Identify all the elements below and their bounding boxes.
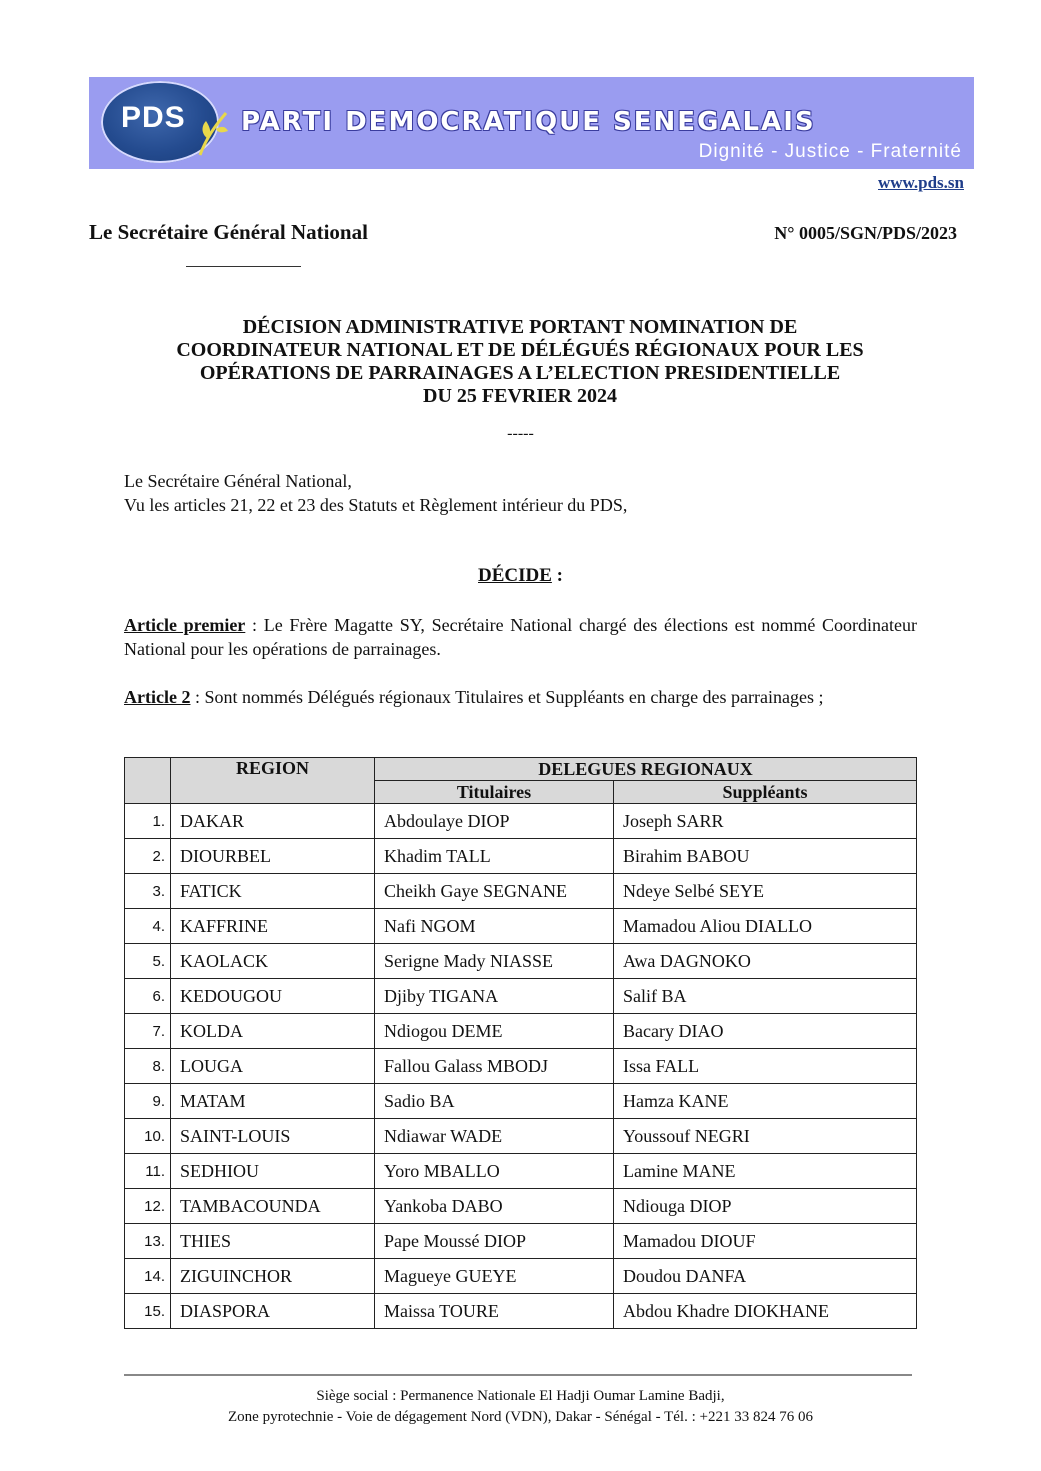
table-row xyxy=(125,979,917,1014)
titulaire-cell: Magueye GUEYE xyxy=(375,1259,614,1294)
logo-text: PDS xyxy=(121,101,186,134)
region-cell: MATAM xyxy=(171,1084,375,1119)
titulaire-cell: Yankoba DABO xyxy=(375,1189,614,1224)
suppleant-cell: Issa FALL xyxy=(614,1049,917,1084)
region-cell: KEDOUGOU xyxy=(171,979,375,1014)
decide-word: DÉCIDE xyxy=(478,565,552,586)
preamble xyxy=(124,469,627,517)
article-label: Article 2 xyxy=(124,687,191,707)
preamble-line: Le Secrétaire Général National, xyxy=(124,471,352,491)
region-cell: DIOURBEL xyxy=(171,839,375,874)
region-cell: LOUGA xyxy=(171,1049,375,1084)
decide-colon: : xyxy=(551,565,563,586)
table-row xyxy=(125,1259,917,1294)
region-cell: DIASPORA xyxy=(171,1294,375,1329)
region-header: REGION xyxy=(171,758,375,804)
footer xyxy=(0,1386,1041,1428)
row-number: 9. xyxy=(125,1084,171,1119)
suppleant-cell: Mamadou Aliou DIALLO xyxy=(614,909,917,944)
row-number: 11. xyxy=(125,1154,171,1189)
region-cell: KAFFRINE xyxy=(171,909,375,944)
titulaire-cell: Nafi NGOM xyxy=(375,909,614,944)
row-number: 15. xyxy=(125,1294,171,1329)
table-row xyxy=(125,874,917,909)
region-cell: TAMBACOUNDA xyxy=(171,1189,375,1224)
region-cell: KOLDA xyxy=(171,1014,375,1049)
titulaire-cell: Djiby TIGANA xyxy=(375,979,614,1014)
index-header xyxy=(125,758,171,804)
table-row xyxy=(125,1119,917,1154)
suppleant-cell: Awa DAGNOKO xyxy=(614,944,917,979)
row-number: 14. xyxy=(125,1259,171,1294)
footer-line: Siège social : Permanence Nationale El Hadji Oumar Lamine Badji, xyxy=(316,1388,725,1404)
row-number: 4. xyxy=(125,909,171,944)
suppleant-cell: Youssouf NEGRI xyxy=(614,1119,917,1154)
delegates-header: DELEGUES REGIONAUX xyxy=(375,758,917,781)
row-number: 6. xyxy=(125,979,171,1014)
table-row xyxy=(125,1154,917,1189)
article-text: : Sont nommés Délégués régionaux Titulaires et Suppléants en charge des parrainages ; xyxy=(190,687,824,707)
title-separator: ----- xyxy=(507,425,534,442)
party-name: PARTI DEMOCRATIQUE SENEGALAIS xyxy=(241,107,816,137)
region-cell: FATICK xyxy=(171,874,375,909)
footer-line: Zone pyrotechnie - Voie de dégagement Nord (VDN), Dakar - Sénégal - Tél. : +221 33 824 76 06 xyxy=(228,1409,813,1425)
table-row xyxy=(125,1049,917,1084)
region-cell: SAINT-LOUIS xyxy=(171,1119,375,1154)
suppleant-cell: Ndiouga DIOP xyxy=(614,1189,917,1224)
titulaire-cell: Abdoulaye DIOP xyxy=(375,804,614,839)
preamble-line: Vu les articles 21, 22 et 23 des Statuts et Règlement intérieur du PDS, xyxy=(124,495,628,515)
row-number: 13. xyxy=(125,1224,171,1259)
region-cell: ZIGUINCHOR xyxy=(171,1259,375,1294)
titulaires-header: Titulaires xyxy=(375,781,614,804)
titulaire-cell: Pape Moussé DIOP xyxy=(375,1224,614,1259)
article-2 xyxy=(124,685,917,709)
suppleant-cell: Abdou Khadre DIOKHANE xyxy=(614,1294,917,1329)
row-number: 5. xyxy=(125,944,171,979)
suppleant-cell: Ndeye Selbé SEYE xyxy=(614,874,917,909)
row-number: 1. xyxy=(125,804,171,839)
titulaire-cell: Serigne Mady NIASSE xyxy=(375,944,614,979)
table-row xyxy=(125,1224,917,1259)
table-row xyxy=(125,1084,917,1119)
row-number: 10. xyxy=(125,1119,171,1154)
titulaire-cell: Maissa TOURE xyxy=(375,1294,614,1329)
suppleant-cell: Joseph SARR xyxy=(614,804,917,839)
region-cell: THIES xyxy=(171,1224,375,1259)
suppleant-cell: Salif BA xyxy=(614,979,917,1014)
suppleant-cell: Doudou DANFA xyxy=(614,1259,917,1294)
table-row xyxy=(125,804,917,839)
row-number: 3. xyxy=(125,874,171,909)
titulaire-cell: Fallou Galass MBODJ xyxy=(375,1049,614,1084)
decision-title xyxy=(100,316,940,408)
suppleant-cell: Mamadou DIOUF xyxy=(614,1224,917,1259)
party-motto: Dignité - Justice - Fraternité xyxy=(698,141,962,162)
table-row xyxy=(125,909,917,944)
suppleant-cell: Lamine MANE xyxy=(614,1154,917,1189)
suppleant-cell: Birahim BABOU xyxy=(614,839,917,874)
suppleant-cell: Bacary DIAO xyxy=(614,1014,917,1049)
article-label: Article premier xyxy=(124,615,246,635)
table-row xyxy=(125,839,917,874)
suppleant-cell: Hamza KANE xyxy=(614,1084,917,1119)
region-cell: KAOLACK xyxy=(171,944,375,979)
article-text: : Le Frère Magatte SY, Secrétaire National chargé des élections est nommé Coordinateur National pour les opérations de parrainages. xyxy=(124,615,918,659)
decide-heading xyxy=(0,565,1041,587)
table-row xyxy=(125,1014,917,1049)
leaf-icon xyxy=(196,109,230,157)
suppleants-header: Suppléants xyxy=(614,781,917,804)
title-line: COORDINATEUR NATIONAL ET DE DÉLÉGUÉS RÉGIONAUX POUR LES xyxy=(176,339,864,361)
title-line: OPÉRATIONS DE PARRAINAGES A L’ELECTION PRESIDENTIELLE xyxy=(199,362,841,384)
row-number: 7. xyxy=(125,1014,171,1049)
region-cell: SEDHIOU xyxy=(171,1154,375,1189)
document-number: N° 0005/SGN/PDS/2023 xyxy=(774,223,957,243)
delegates-table xyxy=(124,757,917,1329)
titulaire-cell: Cheikh Gaye SEGNANE xyxy=(375,874,614,909)
table-row xyxy=(125,1294,917,1329)
website-link[interactable]: www.pds.sn xyxy=(878,173,964,192)
titulaire-cell: Ndiawar WADE xyxy=(375,1119,614,1154)
header-banner xyxy=(89,77,974,169)
titulaire-cell: Sadio BA xyxy=(375,1084,614,1119)
signatory-title: Le Secrétaire Général National xyxy=(89,220,368,244)
row-number: 2. xyxy=(125,839,171,874)
footer-rule xyxy=(124,1374,912,1376)
signatory-rule xyxy=(186,266,301,267)
row-number: 8. xyxy=(125,1049,171,1084)
title-line: DU 25 FEVRIER 2024 xyxy=(423,385,617,407)
titulaire-cell: Yoro MBALLO xyxy=(375,1154,614,1189)
pds-logo xyxy=(101,81,219,163)
titulaire-cell: Khadim TALL xyxy=(375,839,614,874)
title-line: DÉCISION ADMINISTRATIVE PORTANT NOMINATION DE xyxy=(242,316,798,338)
article-premier xyxy=(124,613,917,661)
region-cell: DAKAR xyxy=(171,804,375,839)
row-number: 12. xyxy=(125,1189,171,1224)
table-row xyxy=(125,1189,917,1224)
table-row xyxy=(125,944,917,979)
titulaire-cell: Ndiogou DEME xyxy=(375,1014,614,1049)
